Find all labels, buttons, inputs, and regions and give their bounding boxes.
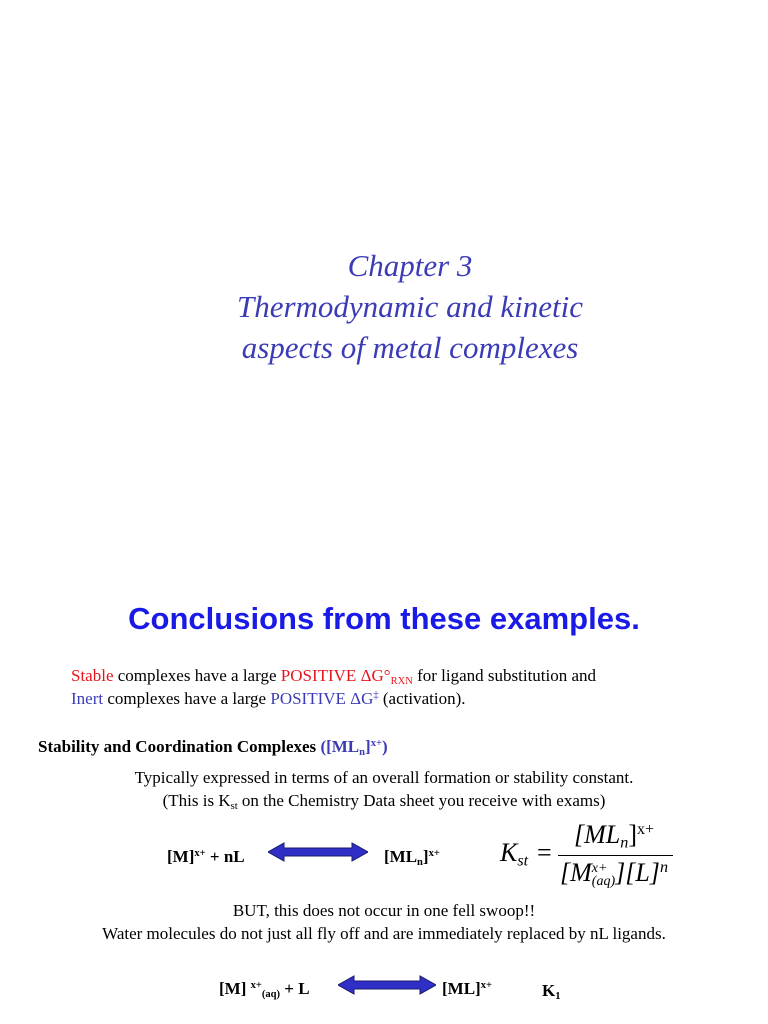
double-arrow-icon <box>268 842 368 862</box>
eq1-left <box>167 845 245 868</box>
typically-line: Typically expressed in terms of an overall formation or stability constant. <box>134 768 634 787</box>
stable-text-2: for ligand substitution and <box>412 666 597 685</box>
kst-equals: = <box>537 838 552 867</box>
kst-num-ml: [ML <box>574 820 621 849</box>
eq1-right-sub: n <box>417 856 423 868</box>
title-line-2: Thermodynamic and kinetic <box>236 289 584 324</box>
conclusions-heading: Conclusions from these examples. <box>128 601 640 636</box>
eq1-left-m: [M] <box>167 847 195 866</box>
eq2-left-sup: x+ <box>250 980 262 992</box>
kst-note-sub: st <box>230 800 238 812</box>
kst-den-m: [M <box>560 858 592 887</box>
formula-part-3: ) <box>381 737 388 756</box>
kst-k: K <box>500 838 518 867</box>
but-line: BUT, this does not occur in one fell swoop!! <box>232 901 536 920</box>
formula-xplus: x+ <box>370 738 382 750</box>
kst-note-line <box>0 789 768 812</box>
kst-num-n: n <box>620 834 629 852</box>
rxn-subscript: RXN <box>390 675 413 687</box>
eq1-left-sup: x+ <box>194 848 206 860</box>
kst-denominator <box>560 858 668 888</box>
stable-word: Stable <box>71 666 114 685</box>
eq2-left-rest: + L <box>280 979 310 998</box>
eq2-right-ml: [ML] <box>442 979 481 998</box>
formula-n: n <box>359 746 366 758</box>
inert-line <box>71 687 466 710</box>
formula-part-1: ([ML <box>320 737 360 756</box>
title-line-1: Chapter 3 <box>347 248 473 283</box>
double-dagger: ‡ <box>373 690 379 702</box>
stability-heading <box>38 735 388 758</box>
eq2-left <box>219 977 310 1000</box>
kst-num-close: ] <box>628 820 637 849</box>
eq2-left-m: [M] <box>219 979 251 998</box>
kst-den-n: n <box>659 859 668 877</box>
kst-symbol <box>500 838 528 868</box>
water-line: Water molecules do not just all fly off and are immediately replaced by nL ligands. <box>102 924 666 943</box>
eq2-right-sup: x+ <box>480 980 492 992</box>
eq2-k1 <box>542 979 561 1002</box>
inert-text-1: complexes have a large <box>103 689 271 708</box>
stability-formula <box>320 737 387 756</box>
eq2-k-sub: 1 <box>555 990 561 1002</box>
eq2-left-sub: (aq) <box>261 988 281 1000</box>
stable-text-1: complexes have a large <box>113 666 281 685</box>
eq1-right-close: ] <box>422 847 429 866</box>
eq1-right-sup: x+ <box>428 848 440 860</box>
eq1-left-rest: + nL <box>205 847 245 866</box>
stability-heading-text: Stability and Coordination Complexes <box>38 737 321 756</box>
kst-note-2: on the Chemistry Data sheet you receive with exams) <box>237 791 606 810</box>
eq2-k: K <box>542 981 556 1000</box>
kst-den-sup: x+ <box>591 861 608 877</box>
double-arrow-icon <box>338 975 436 995</box>
kst-note-1: (This is K <box>162 791 231 810</box>
kst-den-l: ][L] <box>615 858 660 887</box>
kst-fraction-bar <box>558 855 673 856</box>
eq1-right-ml: [ML <box>384 847 418 866</box>
eq2-right <box>442 977 492 1000</box>
title-line-3: aspects of metal complexes <box>241 330 579 365</box>
inert-word: Inert <box>71 689 104 708</box>
positive-delta-g: POSITIVE ΔG° <box>280 666 391 685</box>
stable-line <box>71 664 596 687</box>
positive-delta-g-activation: POSITIVE ΔG <box>270 689 374 708</box>
inert-text-2: (activation). <box>378 689 466 708</box>
eq1-right <box>384 845 440 868</box>
kst-numerator <box>574 820 654 850</box>
chapter-title <box>0 245 768 368</box>
kst-den-sub: (aq) <box>591 874 616 890</box>
kst-sub: st <box>517 852 529 870</box>
kst-num-sup: x+ <box>636 821 655 839</box>
formula-part-2: ] <box>365 737 371 756</box>
kst-den-scripts <box>592 862 615 888</box>
